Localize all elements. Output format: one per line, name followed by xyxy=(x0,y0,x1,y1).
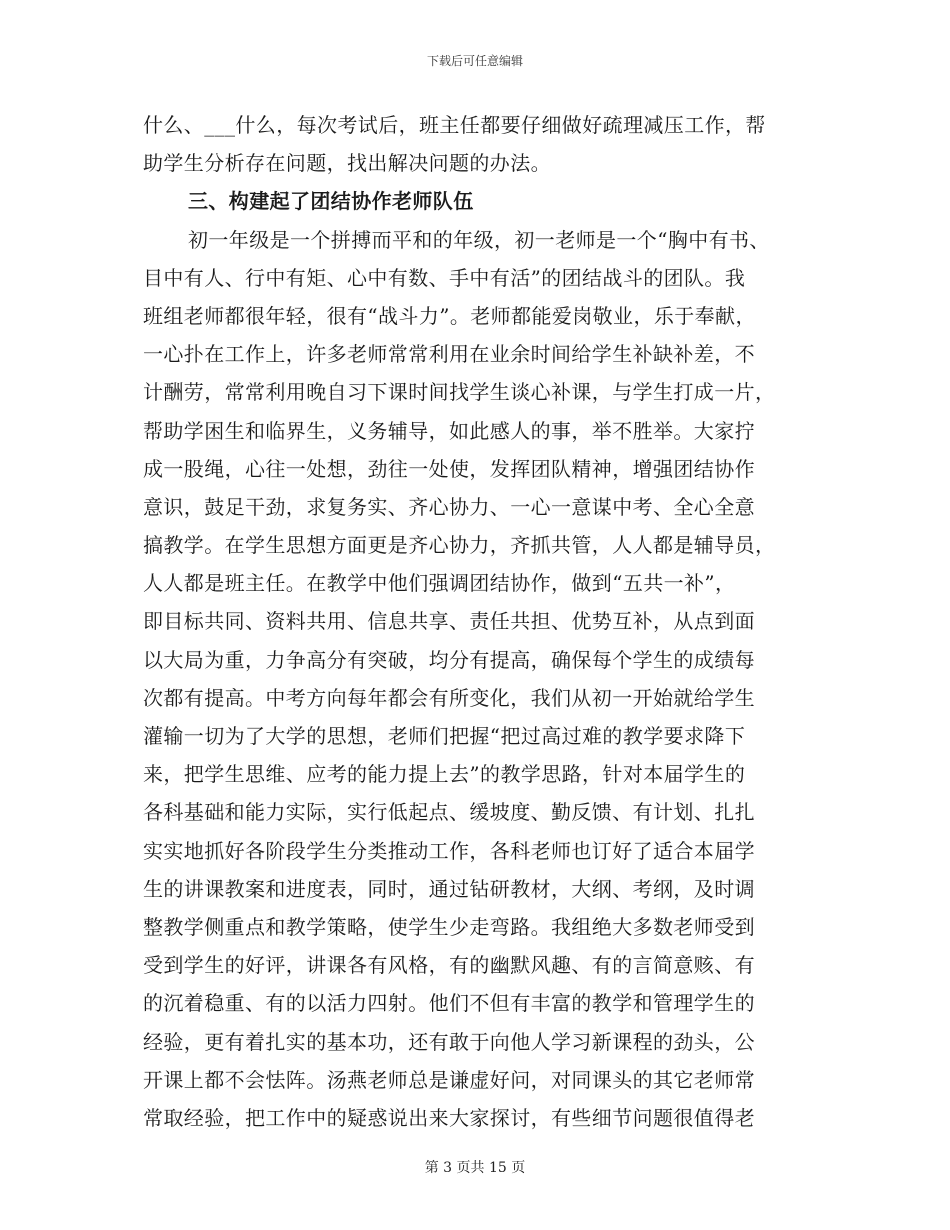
text-line: 目中有人、行中有矩、心中有数、手中有活”的团结战斗的团队。我 xyxy=(143,265,746,290)
text-line: 常取经验，把工作中的疑惑说出来大家探讨，有些细节问题很值得老 xyxy=(143,1105,755,1130)
text-line: 经验，更有着扎实的基本功，还有敢于向他人学习新课程的劲头，公 xyxy=(143,1029,755,1054)
text-line: 搞教学。在学生思想方面更是齐心协力，齐抓共管，人人都是辅导员， xyxy=(143,533,776,558)
page-number: 第 3 页共 15 页 xyxy=(424,1160,526,1176)
text-line: 各科基础和能力实际，实行低起点、缓坡度、勤反馈、有计划、扎扎 xyxy=(143,800,755,825)
text-line: 开课上都不会怯阵。汤燕老师总是谦虚好问，对同课头的其它老师常 xyxy=(143,1067,755,1092)
document-body xyxy=(143,106,805,1137)
text-line: 即目标共同、资料共用、信息共享、责任共担、优势互补，从点到面 xyxy=(143,609,755,634)
text-line: 助学生分析存在问题，找出解决问题的办法。 xyxy=(143,151,551,176)
text-line: 次都有提高。中考方向每年都会有所变化，我们从初一开始就给学生 xyxy=(143,685,755,710)
text-line: 帮助学困生和临界生，义务辅导，如此感人的事，举不胜举。大家拧 xyxy=(143,418,755,443)
page-header: 下载后可任意编辑 xyxy=(426,54,523,68)
text-line: 实实地抓好各阶段学生分类推动工作，各科老师也订好了适合本届学 xyxy=(143,838,755,863)
text-line: 灌输一切为了大学的思想，老师们把握“把过高过难的教学要求降下 xyxy=(143,724,746,748)
text-line: 来，把学生思维、应考的能力提上去”的教学思路，针对本届学生的 xyxy=(143,762,746,787)
text-line: 成一股绳，心往一处想，劲往一处使，发挥团队精神，增强团结协作 xyxy=(143,456,755,481)
text-line: 以大局为重，力争高分有突破，均分有提高，确保每个学生的成绩每 xyxy=(143,647,755,672)
text-line: 意识，鼓足干劲，求复务实、齐心协力、一心一意谋中考、全心全意 xyxy=(143,494,755,519)
text-line: 人人都是班主任。在教学中他们强调团结协作，做到“五共一补”， xyxy=(143,571,736,596)
text-line: 的沉着稳重、有的以活力四射。他们不但有丰富的教学和管理学生的 xyxy=(143,991,755,1016)
text-line: 一心扑在工作上，许多老师常常利用在业余时间给学生补缺补差，不 xyxy=(143,342,755,367)
text-line: 计酬劳，常常利用晚自习下课时间找学生谈心补课，与学生打成一片， xyxy=(143,380,776,405)
text-line: 什么、___什么，每次考试后，班主任都要仔细做好疏理减压工作，帮 xyxy=(143,113,766,137)
text-line: 班组老师都很年轻，很有“战斗力”。老师都能爱岗敬业，乐于奉献， xyxy=(143,303,756,328)
text-line: 整教学侧重点和教学策略，使学生少走弯路。我组绝大多数老师受到 xyxy=(143,914,755,939)
text-line: 生的讲课教案和进度表，同时，通过钻研教材，大纲、考纲，及时调 xyxy=(143,876,755,901)
text-line: 受到学生的好评，讲课各有风格，有的幽默风趣、有的言简意赅、有 xyxy=(143,953,755,978)
text-line: 初一年级是一个拼搏而平和的年级，初一老师是一个“胸中有书、 xyxy=(188,227,770,252)
section-heading: 三、构建起了团结协作老师队伍 xyxy=(188,189,474,214)
